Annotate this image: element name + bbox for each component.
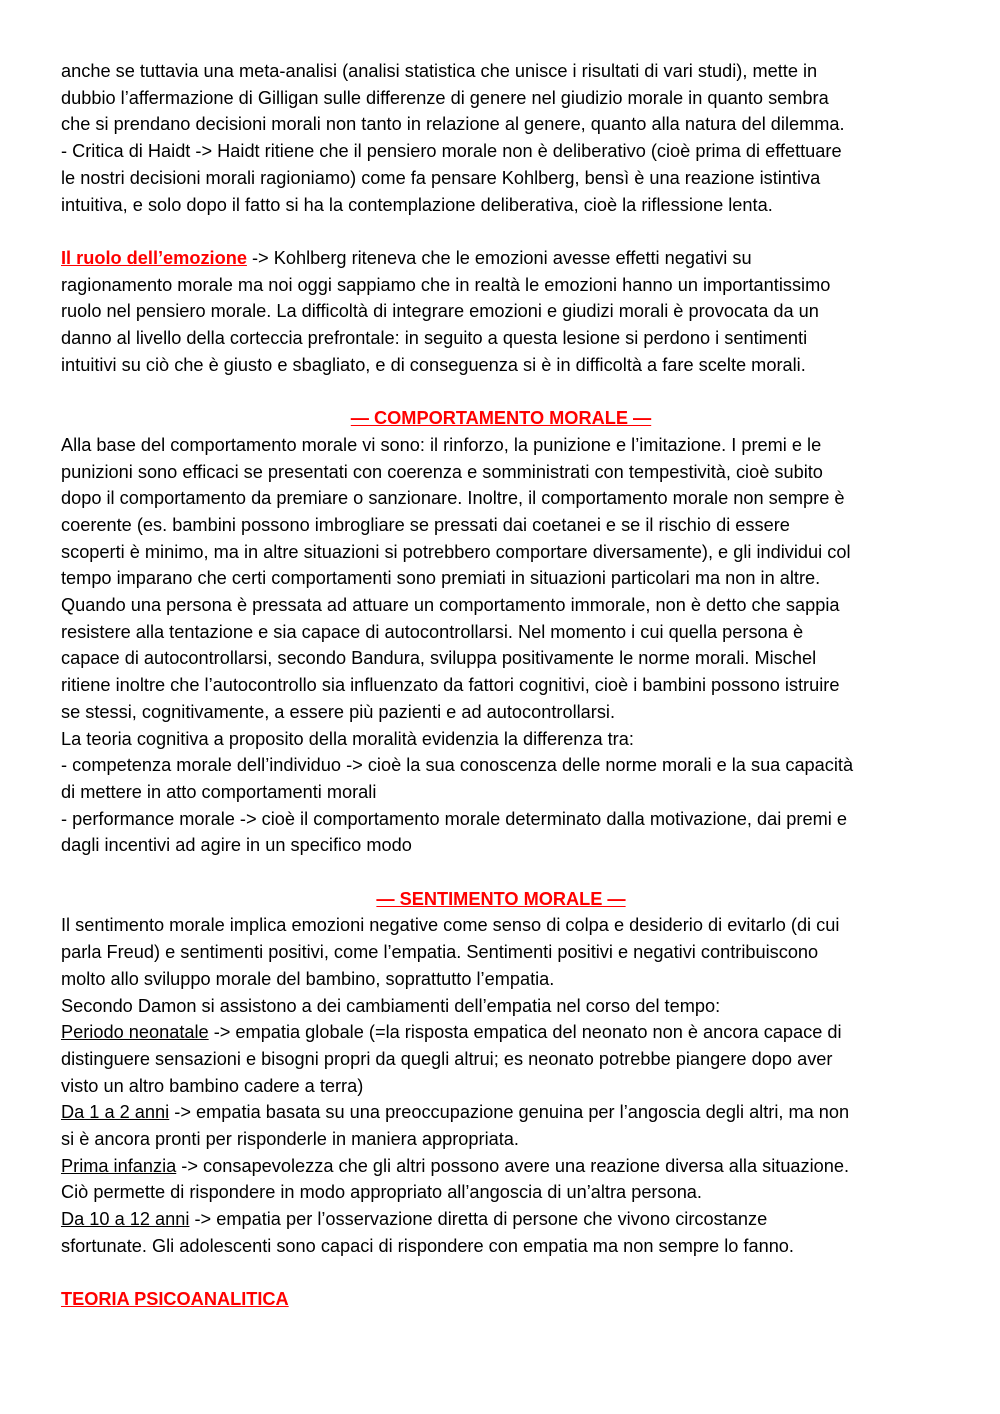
text-span: -> consapevolezza che gli altri possono avere una reazione diversa alla situazione. — [176, 1155, 850, 1176]
feeling-heading: — SENTIMENTO MORALE — — [376, 888, 626, 909]
text-line: scoperti è minimo, ma in altre situazioni si potrebbero comportare diversamente), e gli individui col — [61, 541, 851, 562]
section-psychoanalytic — [61, 1286, 941, 1313]
section-heading — [61, 1286, 941, 1313]
text-line: intuitivi su ciò che è giusto e sbagliato, e di conseguenza si è in difficoltà a fare scelte morali. — [61, 354, 806, 375]
text-line: danno al livello della corteccia prefrontale: in seguito a questa lesione si perdono i sentimenti — [61, 328, 808, 349]
blank-line — [61, 1260, 941, 1287]
text-line: parla Freud) e sentimenti positivi, come l’empatia. Sentimenti positivi e negativi contribuiscono — [61, 942, 819, 963]
text-line — [61, 1153, 941, 1180]
text-line — [61, 1019, 941, 1046]
text-line: tempo imparano che certi comportamenti sono premiati in situazioni particolari ma non in altre. — [61, 568, 821, 589]
text-line: dopo il comportamento da premiare o sanzionare. Inoltre, il comportamento morale non sempre è — [61, 488, 845, 509]
period-label: Da 10 a 12 anni — [61, 1209, 190, 1230]
text-line: resistere alla tentazione e sia capace di autocontrollarsi. Nel momento i cui quella persona è — [61, 621, 804, 642]
emotion-heading: Il ruolo dell’emozione — [61, 247, 247, 268]
document-page — [61, 58, 941, 1313]
text-line: distinguere sensazioni e bisogni propri da quegli altrui; es neonato potrebbe piangere dopo aver — [61, 1048, 833, 1069]
paragraph-gilligan-haidt — [61, 58, 941, 218]
behavior-heading: — COMPORTAMENTO MORALE — — [350, 408, 652, 429]
paragraph-emotion — [61, 245, 941, 379]
section-moral-behavior — [61, 405, 941, 859]
text-line: capace di autocontrollarsi, secondo Bandura, sviluppa positivamente le norme morali. Mischel — [61, 648, 817, 669]
blank-line — [61, 859, 941, 886]
text-span: -> Kohlberg riteneva che le emozioni avesse effetti negativi su — [246, 247, 752, 268]
text-line: ruolo nel pensiero morale. La difficoltà di integrare emozioni e giudizi morali è provocata da un — [61, 301, 819, 322]
period-label: Prima infanzia — [61, 1155, 177, 1176]
section-moral-feeling — [61, 886, 941, 1260]
text-line: ragionamento morale ma noi oggi sappiamo che in realtà le emozioni hanno un importantissimo — [61, 274, 831, 295]
text-line: dagli incentivi ad agire in un specifico modo — [61, 835, 412, 856]
text-span: -> empatia globale (=la risposta empatica del neonato non è ancora capace di — [208, 1022, 842, 1043]
text-line: molto allo sviluppo morale del bambino, soprattutto l’empatia. — [61, 968, 555, 989]
text-line: Secondo Damon si assistono a dei cambiamenti dell’empatia nel corso del tempo: — [61, 995, 721, 1016]
period-label: Periodo neonatale — [61, 1022, 209, 1043]
text-line: La teoria cognitiva a proposito della moralità evidenzia la differenza tra: — [61, 728, 634, 749]
psycho-heading: TEORIA PSICOANALITICA — [61, 1289, 289, 1310]
text-line: sfortunate. Gli adolescenti sono capaci di rispondere con empatia ma non sempre lo fanno. — [61, 1235, 794, 1256]
period-label: Da 1 a 2 anni — [61, 1102, 170, 1123]
text-line: - performance morale -> cioè il comportamento morale determinato dalla motivazione, dai premi e — [61, 808, 847, 829]
text-line: dubbio l’affermazione di Gilligan sulle differenze di genere nel giudizio morale in quanto sembra — [61, 87, 829, 108]
text-line: anche se tuttavia una meta-analisi (analisi statistica che unisce i risultati di vari studi), mette in — [61, 61, 818, 81]
section-heading — [61, 886, 941, 913]
blank-line — [61, 218, 941, 245]
blank-line — [61, 378, 941, 405]
section-heading — [61, 405, 941, 432]
text-line: se stessi, cognitivamente, a essere più pazienti e ad autocontrollarsi. — [61, 701, 616, 722]
text-line: coerente (es. bambini possono imbrogliare se pressati dai coetanei e se il rischio di essere — [61, 514, 790, 535]
text-line: che si prendano decisioni morali non tanto in relazione al genere, quanto alla natura del dilemma. — [61, 114, 845, 135]
text-span: -> empatia per l’osservazione diretta di persone che vivono circostanze — [189, 1209, 768, 1230]
text-line: Quando una persona è pressata ad attuare un comportamento immorale, non è detto che sappia — [61, 595, 840, 616]
text-line: - Critica di Haidt -> Haidt ritiene che il pensiero morale non è deliberativo (cioè prima di effettuare — [61, 141, 842, 162]
text-line — [61, 1099, 941, 1126]
text-line: intuitiva, e solo dopo il fatto si ha la contemplazione deliberativa, cioè la riflessione lenta. — [61, 194, 773, 215]
text-line: ritiene inoltre che l’autocontrollo sia influenzato da fattori cognitivi, cioè i bambini possono istruire — [61, 675, 840, 696]
text-line — [61, 1206, 941, 1233]
text-line: di mettere in atto comportamenti morali — [61, 781, 377, 802]
text-span: -> empatia basata su una preoccupazione genuina per l’angoscia degli altri, ma non — [169, 1102, 850, 1123]
text-line: le nostri decisioni morali ragioniamo) come fa pensare Kohlberg, bensì è una reazione istintiva — [61, 167, 821, 188]
text-line — [61, 245, 941, 272]
text-line: Il sentimento morale implica emozioni negative come senso di colpa e desiderio di evitarlo (di cui — [61, 915, 840, 936]
text-line: Ciò permette di rispondere in modo appropriato all’angoscia di un’altra persona. — [61, 1182, 702, 1203]
text-line: Alla base del comportamento morale vi sono: il rinforzo, la punizione e l’imitazione. I premi e le — [61, 434, 822, 455]
text-line: - competenza morale dell’individuo -> cioè la sua conoscenza delle norme morali e la sua capacità — [61, 755, 854, 776]
text-line: si è ancora pronti per risponderle in maniera appropriata. — [61, 1129, 519, 1150]
text-line: visto un altro bambino cadere a terra) — [61, 1075, 364, 1096]
text-line: punizioni sono efficaci se presentati con coerenza e somministrati con tempestività, cioè subito — [61, 461, 823, 482]
